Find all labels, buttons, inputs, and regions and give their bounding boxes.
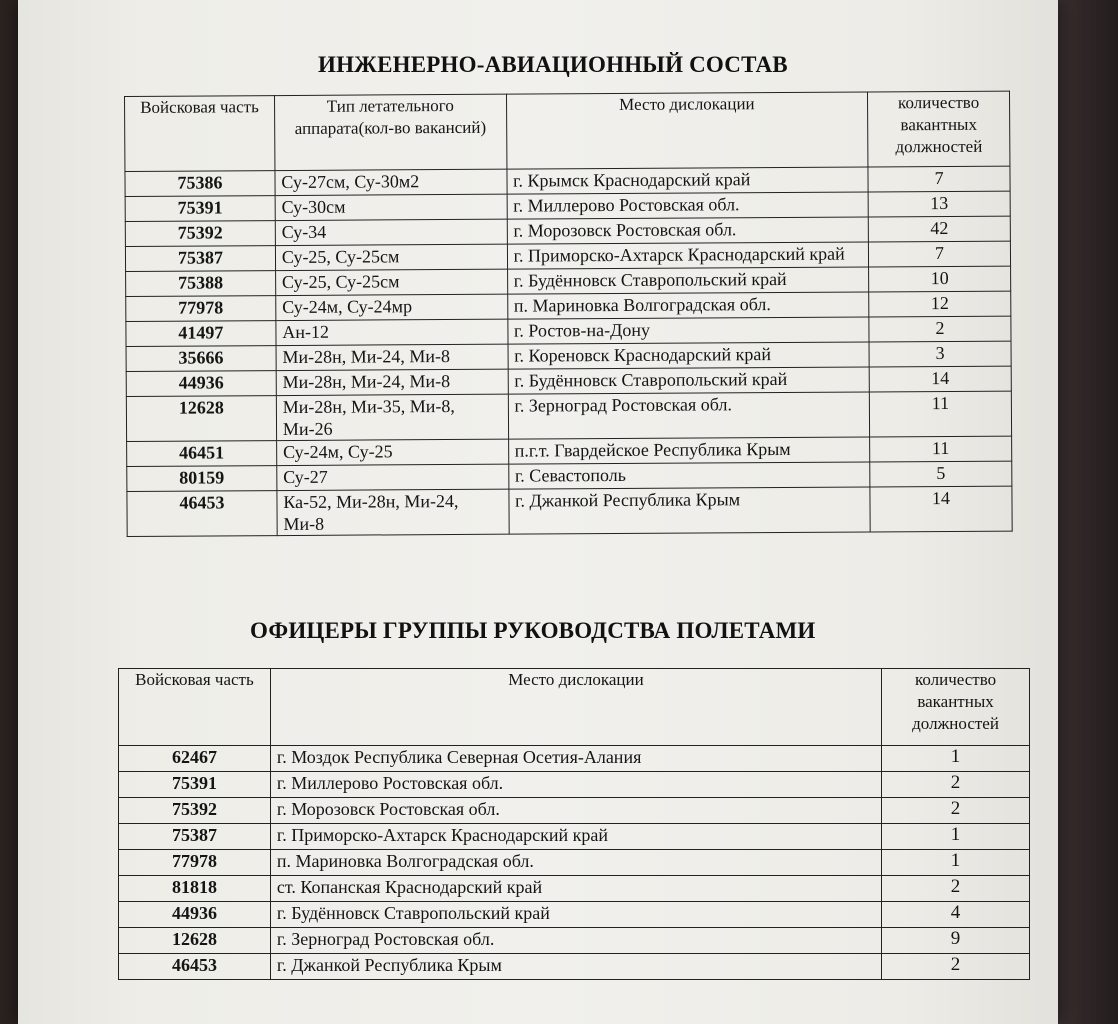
location-cell: г. Морозовск Ростовская обл. — [270, 798, 881, 824]
unit-cell: 80159 — [127, 466, 277, 492]
table-row — [119, 772, 1030, 798]
location-cell: г. Моздок Республика Северная Осетия-Алания — [270, 746, 881, 772]
location-cell: г. Зерноград Ростовская обл. — [508, 392, 870, 439]
header-location: Место дислокации — [506, 92, 868, 169]
table-row — [119, 954, 1030, 980]
location-cell: п. Мариновка Волгоградская обл. — [270, 850, 881, 876]
location-cell: г. Будённовск Ставропольский край — [270, 902, 881, 928]
unit-cell: 44936 — [126, 371, 276, 397]
unit-cell: 12628 — [119, 928, 271, 954]
aircraft-cell: Су-27 — [277, 464, 509, 490]
unit-cell: 75391 — [125, 196, 275, 222]
location-cell: г. Кореновск Краснодарский край — [508, 342, 870, 369]
aviation-engineering-table — [124, 91, 1013, 537]
header-unit: Войсковая часть — [125, 96, 275, 172]
unit-cell: 46453 — [119, 954, 271, 980]
unit-cell: 12628 — [126, 396, 276, 442]
unit-cell: 35666 — [126, 346, 276, 372]
unit-cell: 75392 — [119, 798, 271, 824]
unit-cell: 75388 — [126, 271, 276, 297]
table-header-row — [119, 669, 1030, 746]
unit-cell: 75387 — [119, 824, 271, 850]
table-header-row — [125, 91, 1010, 171]
unit-cell: 81818 — [119, 876, 271, 902]
table-row — [119, 876, 1030, 902]
count-cell: 42 — [868, 216, 1010, 242]
header-location: Место дислокации — [270, 669, 881, 746]
location-cell: г. Приморско-Ахтарск Краснодарский край — [507, 242, 869, 269]
flight-control-officers-table — [118, 668, 1030, 980]
table-row — [119, 850, 1030, 876]
header-unit: Войсковая часть — [119, 669, 271, 746]
aircraft-cell: Су-25, Су-25см — [275, 244, 507, 270]
header-aircraft: Тип летательного аппарата(кол-во вакансий) — [274, 94, 506, 170]
count-cell: 5 — [870, 461, 1012, 487]
count-cell: 1 — [882, 850, 1030, 876]
aircraft-cell: Су-24м, Су-25 — [276, 439, 508, 465]
header-count: количество вакантных должностей — [882, 669, 1030, 746]
count-cell: 9 — [882, 928, 1030, 954]
background-right — [1056, 0, 1118, 1024]
location-cell: г. Ростов-на-Дону — [507, 317, 869, 344]
aircraft-cell: Су-24м, Су-24мр — [276, 294, 508, 320]
count-cell: 14 — [870, 486, 1012, 532]
unit-cell: 77978 — [126, 296, 276, 322]
aircraft-cell: Ми-28н, Ми-35, Ми-8, Ми-26 — [276, 394, 508, 440]
location-cell: г. Будённовск Ставропольский край — [508, 367, 870, 394]
location-cell: г. Джанкой Республика Крым — [508, 487, 870, 534]
location-cell: г. Зерноград Ростовская обл. — [270, 928, 881, 954]
location-cell: г. Миллерово Ростовская обл. — [507, 192, 869, 219]
location-cell: г. Севастополь — [508, 462, 870, 489]
unit-cell: 75386 — [125, 171, 275, 197]
count-cell: 2 — [882, 798, 1030, 824]
count-cell: 7 — [868, 166, 1010, 192]
table-row — [127, 486, 1012, 536]
count-cell: 12 — [869, 291, 1011, 317]
table-row — [119, 746, 1030, 772]
location-cell: г. Миллерово Ростовская обл. — [270, 772, 881, 798]
header-count: количество вакантных должностей — [868, 91, 1010, 167]
background-left — [0, 0, 20, 1024]
aircraft-cell: Су-27см, Су-30м2 — [275, 169, 507, 195]
table-row — [119, 902, 1030, 928]
count-cell: 2 — [882, 772, 1030, 798]
aircraft-cell: Су-30см — [275, 194, 507, 220]
aircraft-cell: Ми-28н, Ми-24, Ми-8 — [276, 344, 508, 370]
unit-cell: 75392 — [125, 221, 275, 247]
count-cell: 2 — [869, 316, 1011, 342]
unit-cell: 41497 — [126, 321, 276, 347]
location-cell: г. Джанкой Республика Крым — [270, 954, 881, 980]
unit-cell: 75387 — [125, 246, 275, 272]
location-cell: г. Морозовск Ростовская обл. — [507, 217, 869, 244]
aircraft-cell: Ка-52, Ми-28н, Ми-24, Ми-8 — [277, 489, 509, 535]
section1-title: ИНЖЕНЕРНО-АВИАЦИОННЫЙ СОСТАВ — [318, 52, 788, 77]
aircraft-cell: Ми-28н, Ми-24, Ми-8 — [276, 369, 508, 395]
location-cell: п.г.т. Гвардейское Республика Крым — [508, 437, 870, 464]
unit-cell: 77978 — [119, 850, 271, 876]
location-cell: п. Мариновка Волгоградская обл. — [507, 292, 869, 319]
table-row — [119, 824, 1030, 850]
count-cell: 13 — [868, 191, 1010, 217]
aircraft-cell: Ан-12 — [276, 319, 508, 345]
location-cell: г. Крымск Краснодарский край — [507, 167, 869, 194]
unit-cell: 46451 — [127, 441, 277, 467]
section2-title: ОФИЦЕРЫ ГРУППЫ РУКОВОДСТВА ПОЛЕТАМИ — [250, 618, 816, 643]
count-cell: 4 — [882, 902, 1030, 928]
location-cell: г. Приморско-Ахтарск Краснодарский край — [270, 824, 881, 850]
count-cell: 3 — [869, 341, 1011, 367]
aircraft-cell: Су-25, Су-25см — [275, 269, 507, 295]
table-row — [119, 798, 1030, 824]
location-cell: ст. Копанская Краснодарский край — [270, 876, 881, 902]
unit-cell: 62467 — [119, 746, 271, 772]
aircraft-cell: Су-34 — [275, 219, 507, 245]
unit-cell: 75391 — [119, 772, 271, 798]
count-cell: 2 — [882, 954, 1030, 980]
count-cell: 10 — [869, 266, 1011, 292]
location-cell: г. Будённовск Ставропольский край — [507, 267, 869, 294]
unit-cell: 44936 — [119, 902, 271, 928]
count-cell: 14 — [869, 366, 1011, 392]
table-row — [119, 928, 1030, 954]
count-cell: 7 — [868, 241, 1010, 267]
count-cell: 1 — [882, 746, 1030, 772]
unit-cell: 46453 — [127, 491, 277, 537]
count-cell: 11 — [869, 391, 1011, 437]
table-row — [126, 391, 1011, 441]
count-cell: 11 — [870, 436, 1012, 462]
count-cell: 1 — [882, 824, 1030, 850]
count-cell: 2 — [882, 876, 1030, 902]
